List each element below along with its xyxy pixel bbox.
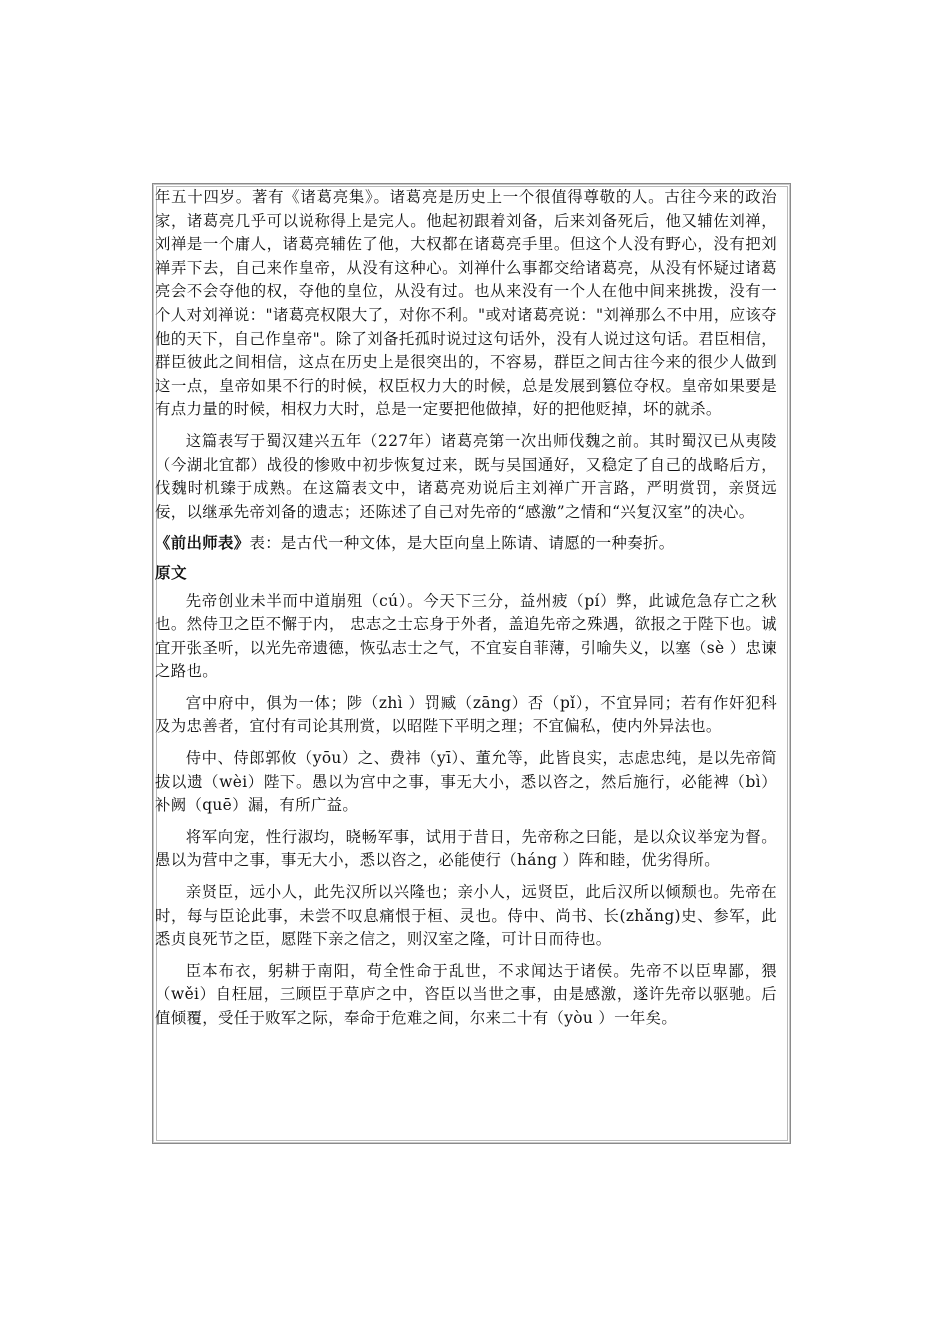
definition-term: 《前出师表》 bbox=[155, 534, 250, 553]
original-paragraph: 臣本布衣，躬耕于南阳，苟全性命于乱世，不求闻达于诸侯。先帝不以臣卑鄙，猥（wěi）自枉屈，三顾臣于草庐之中，咨臣以当世之事，由是感激，遂许先帝以驱驰。后值倾覆，受任于败军之际，奉命于危难之间，尔来二十有（yòu ）一年矣。 bbox=[155, 961, 777, 1027]
original-paragraph: 先帝创业未半而中道崩殂（cú）。今天下三分，益州疲（pí）弊，此诚危急存亡之秋也。然侍卫之臣不懈于内， 忠志之士忘身于外者，盖追先帝之殊遇，欲报之于陛下也。诚宜开张圣听，以光先帝遗德，恢弘志士之气，不宜妄自菲薄，引喻失义，以塞（sè ）忠谏之路也。 bbox=[155, 591, 777, 681]
original-heading: 原文 bbox=[155, 562, 187, 582]
original-paragraph: 将军向宠，性行淑均，晓畅军事，试用于昔日，先帝称之曰能，是以众议举宠为督。愚以为营中之事，事无大小，悉以咨之，必能使行（háng ）阵和睦，优劣得所。 bbox=[155, 827, 777, 870]
document-body bbox=[155, 186, 777, 1031]
definition-paragraph bbox=[155, 532, 777, 556]
background-paragraph: 这篇表写于蜀汉建兴五年（227年）诸葛亮第一次出师伐魏之前。其时蜀汉已从夷陵（今湖北宜都）战役的惨败中初步恢复过来，既与吴国通好，又稳定了自己的战略后方，伐魏时机臻于成熟。在这篇表文中，诸葛亮劝说后主刘禅广开言路，严明赏罚，亲贤远佞，以继承先帝刘备的遗志；还陈述了自己对先帝的“感激”之情和“兴复汉室”的决心。 bbox=[155, 431, 777, 521]
original-paragraph: 亲贤臣，远小人，此先汉所以兴隆也；亲小人，远贤臣，此后汉所以倾颓也。先帝在时，每与臣论此事，未尝不叹息痛恨于桓、灵也。侍中、尚书、长(zhǎng)史、参军，此悉贞良死节之臣，愿陛下亲之信之，则汉室之隆，可计日而待也。 bbox=[155, 883, 777, 949]
original-paragraph: 宫中府中，俱为一体；陟（zhì ）罚臧（zāng）否（pǐ），不宜异同；若有作奸犯科及为忠善者，宜付有司论其刑赏，以昭陛下平明之理；不宜偏私，使内外异法也。 bbox=[155, 693, 777, 736]
intro-paragraph: 年五十四岁。著有《诸葛亮集》。诸葛亮是历史上一个很值得尊敬的人。古往今来的政治家，诸葛亮几乎可以说称得上是完人。他起初跟着刘备，后来刘备死后，他又辅佐刘禅，刘禅是一个庸人，诸葛亮辅佐了他，大权都在诸葛亮手里。但这个人没有野心，没有把刘禅弄下去，自己来作皇帝，从没有这种心。刘禅什么事都交给诸葛亮，从没有怀疑过诸葛亮会不会夺他的权，夺他的皇位，从没有过。也从来没有一个人在他中间来挑拨，没有一个人对刘禅说："诸葛亮权限大了，对你不利。"或对诸葛亮说："刘禅那么不中用，应该夺他的天下，自己作皇帝"。除了刘备托孤时说过这句话外，没有人说过这句话。君臣相信，群臣彼此之间相信，这点在历史上是很突出的，不容易，群臣之间古往今来的很少人做到这一点，皇帝如果不行的时候，权臣权力大的时候，总是发展到篡位夺权。皇帝如果要是有点力量的时候，相权力大时，总是一定要把他做掉，好的把他贬掉，坏的就杀。 bbox=[155, 188, 777, 419]
original-paragraph: 侍中、侍郎郭攸（yōu）之、费祎（yī）、董允等，此皆良实，志虑忠纯，是以先帝简拔以遗（wèi）陛下。愚以为宫中之事，事无大小，悉以咨之，然后施行，必能裨（bì）补阙（quē）漏，有所广益。 bbox=[155, 749, 777, 815]
definition-text: 表：是古代一种文体，是大臣向皇上陈请、请愿的一种奏折。 bbox=[249, 534, 675, 553]
